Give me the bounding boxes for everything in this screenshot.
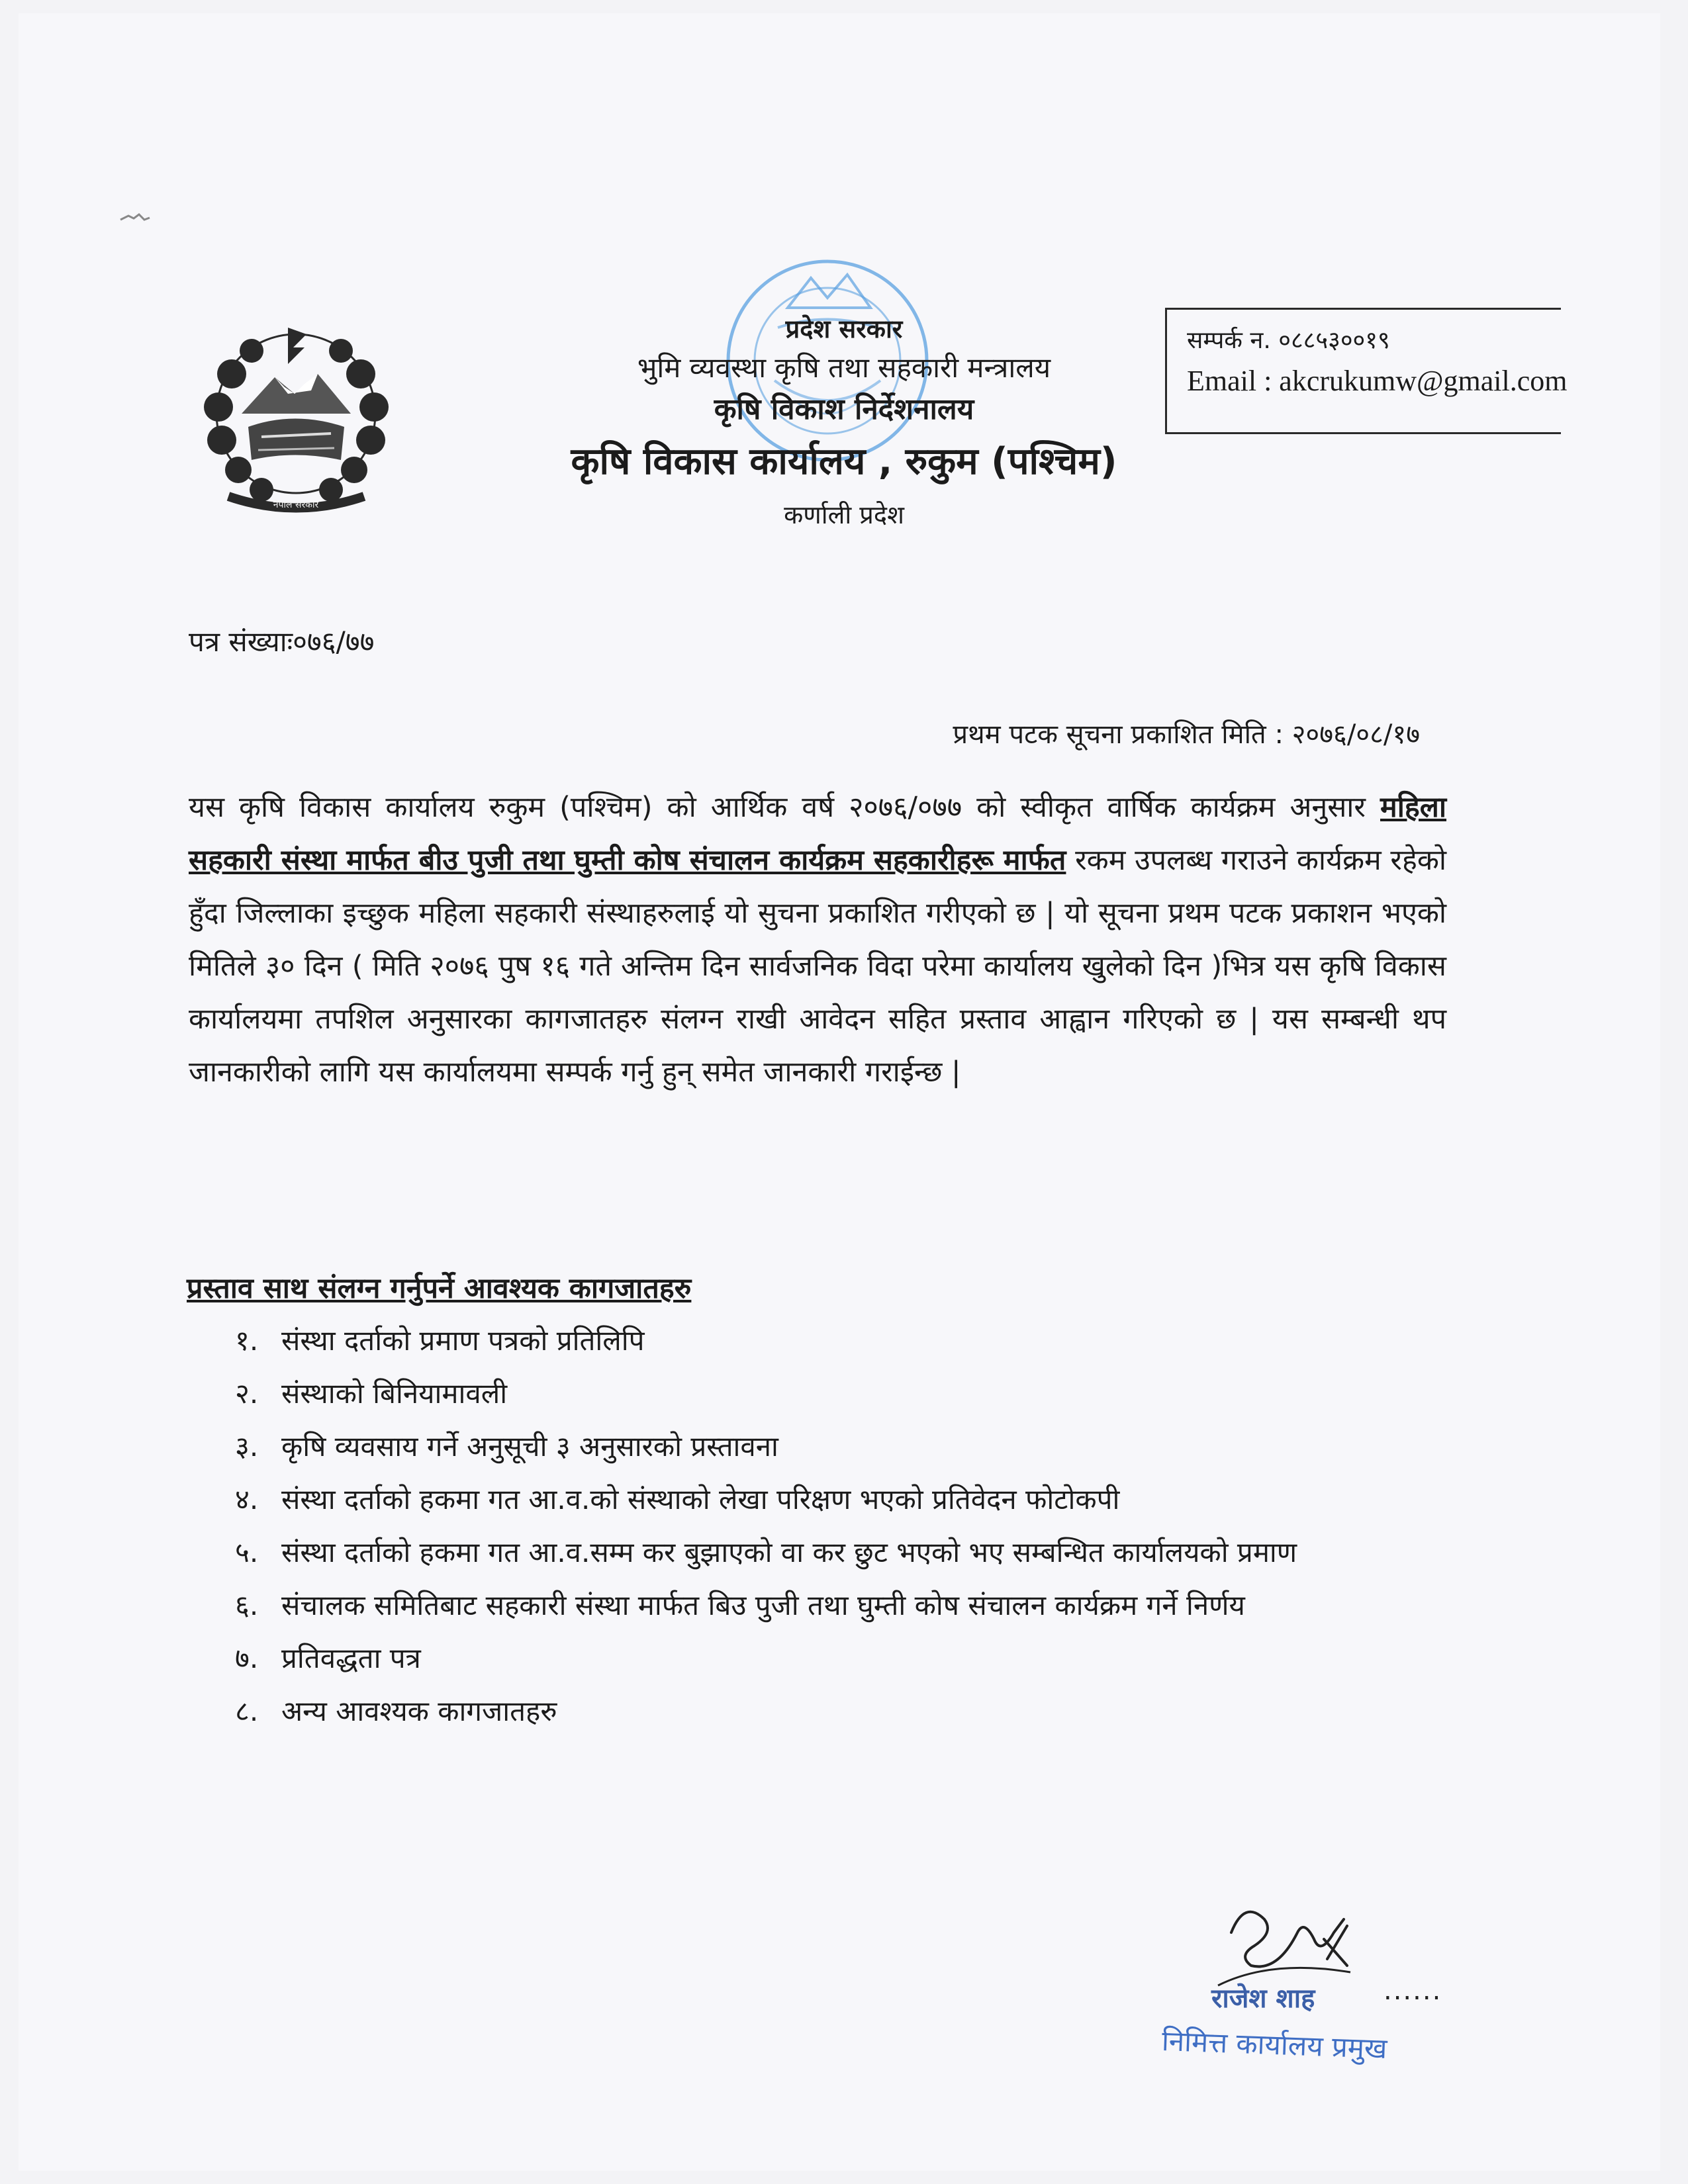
signatory-title: निमित्त कार्यालय प्रमुख: [1161, 2025, 1388, 2065]
list-item: [235, 1635, 1446, 1682]
list-item: [235, 1582, 1446, 1629]
list-item: [235, 1529, 1446, 1576]
program-name-underlined: महिला सहकारी संस्था मार्फत बीउ पुजी तथा घुम्ती कोष संचालन कार्यक्रम सहकारीहरू मार्फत: [189, 791, 1446, 877]
list-item-text: संचालक समितिबाट सहकारी संस्था मार्फत बिउ पुजी तथा घुम्ती कोष संचालन कार्यक्रम गर्ने निर्णय: [281, 1589, 1245, 1621]
body-text-after: रकम उपलब्ध गराउने कार्यक्रम रहेको हुँदा जिल्लाका इच्छुक महिला सहकारी संस्थाहरुलाई यो सुचना प्रकाशित गरीएको छ | यो सूचना प्रथम पटक प्रकाशन भएको मितिले ३० दिन ( मिति २०७६ पुष १६ गते अन्तिम दिन सार्वजनिक विदा परेमा कार्यालय खुलेको दिन )भित्र यस कृषि विकास कार्यालयमा तपशिल अनुसारका कागजातहरु संलग्न राखी आवेदन सहित प्रस्ताव आह्वान गरिएको छ | यस सम्बन्धी थप जानकारीको लागि यस कार्यालयमा सम्पर्क गर्नु हुन् समेत जानकारी गराईन्छ |: [189, 844, 1446, 1089]
list-item-text: प्रतिवद्धता पत्र: [281, 1642, 421, 1674]
letterhead: [463, 311, 1225, 536]
list-item-number: ५.: [235, 1536, 259, 1569]
list-item-text: संस्था दर्ताको प्रमाण पत्रको प्रतिलिपि: [281, 1324, 645, 1357]
office-name: कृषि विकास कार्यालय , रुकुम (पश्चिम): [571, 440, 1117, 483]
list-item-number: ७.: [235, 1642, 259, 1674]
list-item-text: कृषि व्यवसाय गर्ने अनुसूची ३ अनुसारको प्रस्तावना: [281, 1430, 778, 1463]
list-item: [235, 1370, 1446, 1418]
signature-dots: ......: [1383, 1976, 1442, 2006]
list-item-text: संस्था दर्ताको हकमा गत आ.व.को संस्थाको लेखा परिक्षण भएको प्रतिवेदन फोटोकपी: [281, 1483, 1120, 1516]
list-item: [235, 1688, 1446, 1735]
requirements-heading: प्रस्ताव साथ संलग्न गर्नुपर्ने आवश्यक कागजातहरु: [187, 1272, 692, 1305]
requirements-list: [235, 1317, 1446, 1741]
contact-phone: सम्पर्क न. ०८८५३००१९: [1187, 327, 1390, 354]
list-item: [235, 1476, 1446, 1524]
list-item: [235, 1317, 1446, 1365]
notice-body: [189, 781, 1446, 1099]
publication-date: प्रथम पटक सूचना प्रकाशित मिति : २०७६/०८/१७: [953, 719, 1420, 750]
contact-email: Email : akcrukumw@gmail.com: [1187, 365, 1568, 397]
list-item-number: २.: [235, 1377, 259, 1410]
province-name: कर्णाली प्रदेश: [784, 500, 904, 529]
directorate-name: कृषि विकाश निर्देशनालय: [714, 392, 974, 426]
body-text-before: यस कृषि विकास कार्यालय रुकुम (पश्चिम) को आर्थिक वर्ष २०७६/०७७ को स्वीकृत वार्षिक कार्यक्रम अनुसार: [189, 791, 1381, 824]
list-item-number: १.: [235, 1324, 259, 1357]
ministry-name: भुमि व्यवस्था कृषि तथा सहकारी मन्त्रालय: [637, 351, 1051, 384]
nepal-government-emblem-icon: [189, 301, 404, 523]
list-item: [235, 1423, 1446, 1471]
letter-number: पत्र संख्याः०७६/७७: [189, 625, 375, 658]
list-item-text: संस्था दर्ताको हकमा गत आ.व.सम्म कर बुझाएको वा कर छुट भएको भए सम्बन्धित कार्यालयको प्रमाण: [281, 1536, 1297, 1569]
emblem-caption: नेपाल सरकार: [273, 500, 319, 510]
list-item-number: ६.: [235, 1589, 259, 1621]
list-item-number: ८.: [235, 1695, 259, 1727]
list-item-text: अन्य आवश्यक कागजातहरु: [281, 1695, 557, 1727]
list-item-text: संस्थाको बिनियामावली: [281, 1377, 508, 1410]
signatory-name: राजेश शाह: [1211, 1983, 1315, 2014]
list-item-number: ४.: [235, 1483, 259, 1516]
contact-box: [1165, 308, 1568, 434]
list-item-number: ३.: [235, 1430, 259, 1463]
scan-speck-icon: [119, 212, 152, 225]
government-name: प्रदेश सरकार: [785, 314, 903, 343]
